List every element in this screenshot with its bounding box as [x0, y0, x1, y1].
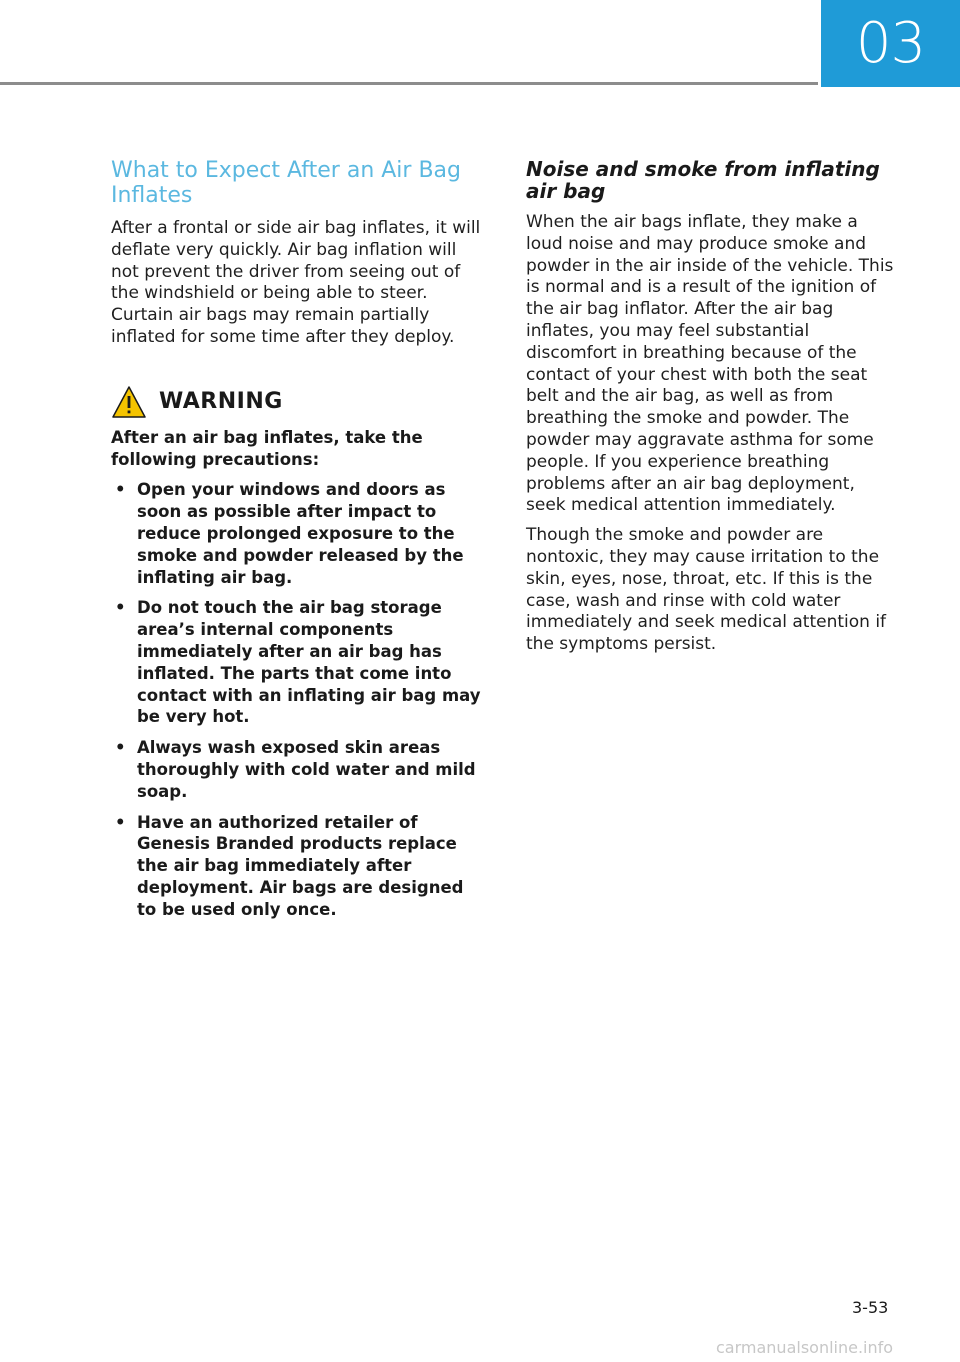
body-paragraph: Though the smoke and powder are nontoxic, they may cause irritation to the skin, eyes, nose, throat, etc. If this is the case, wash and rinse with cold water immediately and seek medical attention if the symptoms persist.: [526, 525, 887, 655]
list-item-text: Always wash exposed skin areas thoroughly with cold water and mild soap.: [137, 738, 476, 801]
body-paragraph: When the air bags inflate, they make a loud noise and may produce smoke and powder in the air inside of the vehicle. This is normal and is a result of the ignition of the air bag inflator. After the air bag inflates, you may feel substantial discomfort in breathing because of the contact of your chest with both the seat belt and the air bag, as well as from breathing the smoke and powder. The powder may aggravate asthma for some people. If you experience breathing problems after an air bag deployment, seek medical attention immediately.: [526, 212, 894, 516]
list-item-text: Open your windows and doors as soon as possible after impact to reduce prolonged exposure to the smoke and powder released by the inflating air bag.: [137, 480, 464, 587]
sub-heading: Noise and smoke from inflating air bag: [526, 157, 880, 203]
list-item-text: Do not touch the air bag storage area’s internal components immediately after an air bag has inflated. The parts that come into contact with an inflating air bag may be very hot.: [137, 598, 481, 727]
list-item: [111, 737, 488, 802]
list-item: [111, 812, 488, 921]
warning-list: [111, 479, 488, 920]
list-item-text: Have an authorized retailer of Genesis Branded products replace the air bag immediately after deployment. Air bags are designed to be used only once.: [137, 812, 464, 919]
bullet-icon: •: [115, 812, 126, 832]
chapter-tab: 03: [821, 0, 960, 87]
list-item: [111, 479, 488, 588]
intro-paragraph: After a frontal or side air bag inflates, it will deflate very quickly. Air bag inflation will not prevent the driver from seeing out of the windshield or being able to steer. Curtain air bags may remain partially inflated for some time after they deploy.: [111, 218, 481, 347]
warning-title: WARNING: [159, 389, 283, 415]
warning-intro: After an air bag inflates, take the following precautions:: [111, 427, 423, 469]
header-rule: [0, 82, 818, 85]
bullet-icon: •: [115, 598, 126, 618]
section-heading: What to Expect After an Air Bag Inflates: [111, 158, 461, 208]
list-item: [111, 597, 488, 728]
warning-header: [111, 385, 488, 419]
warning-triangle-icon: [111, 385, 147, 419]
watermark: carmanualsonline.info: [716, 1338, 894, 1357]
bullet-icon: •: [115, 738, 126, 758]
left-column: [111, 158, 488, 930]
bullet-icon: •: [115, 480, 126, 500]
right-column: [526, 158, 898, 664]
page-number: 3-53: [852, 1298, 889, 1317]
